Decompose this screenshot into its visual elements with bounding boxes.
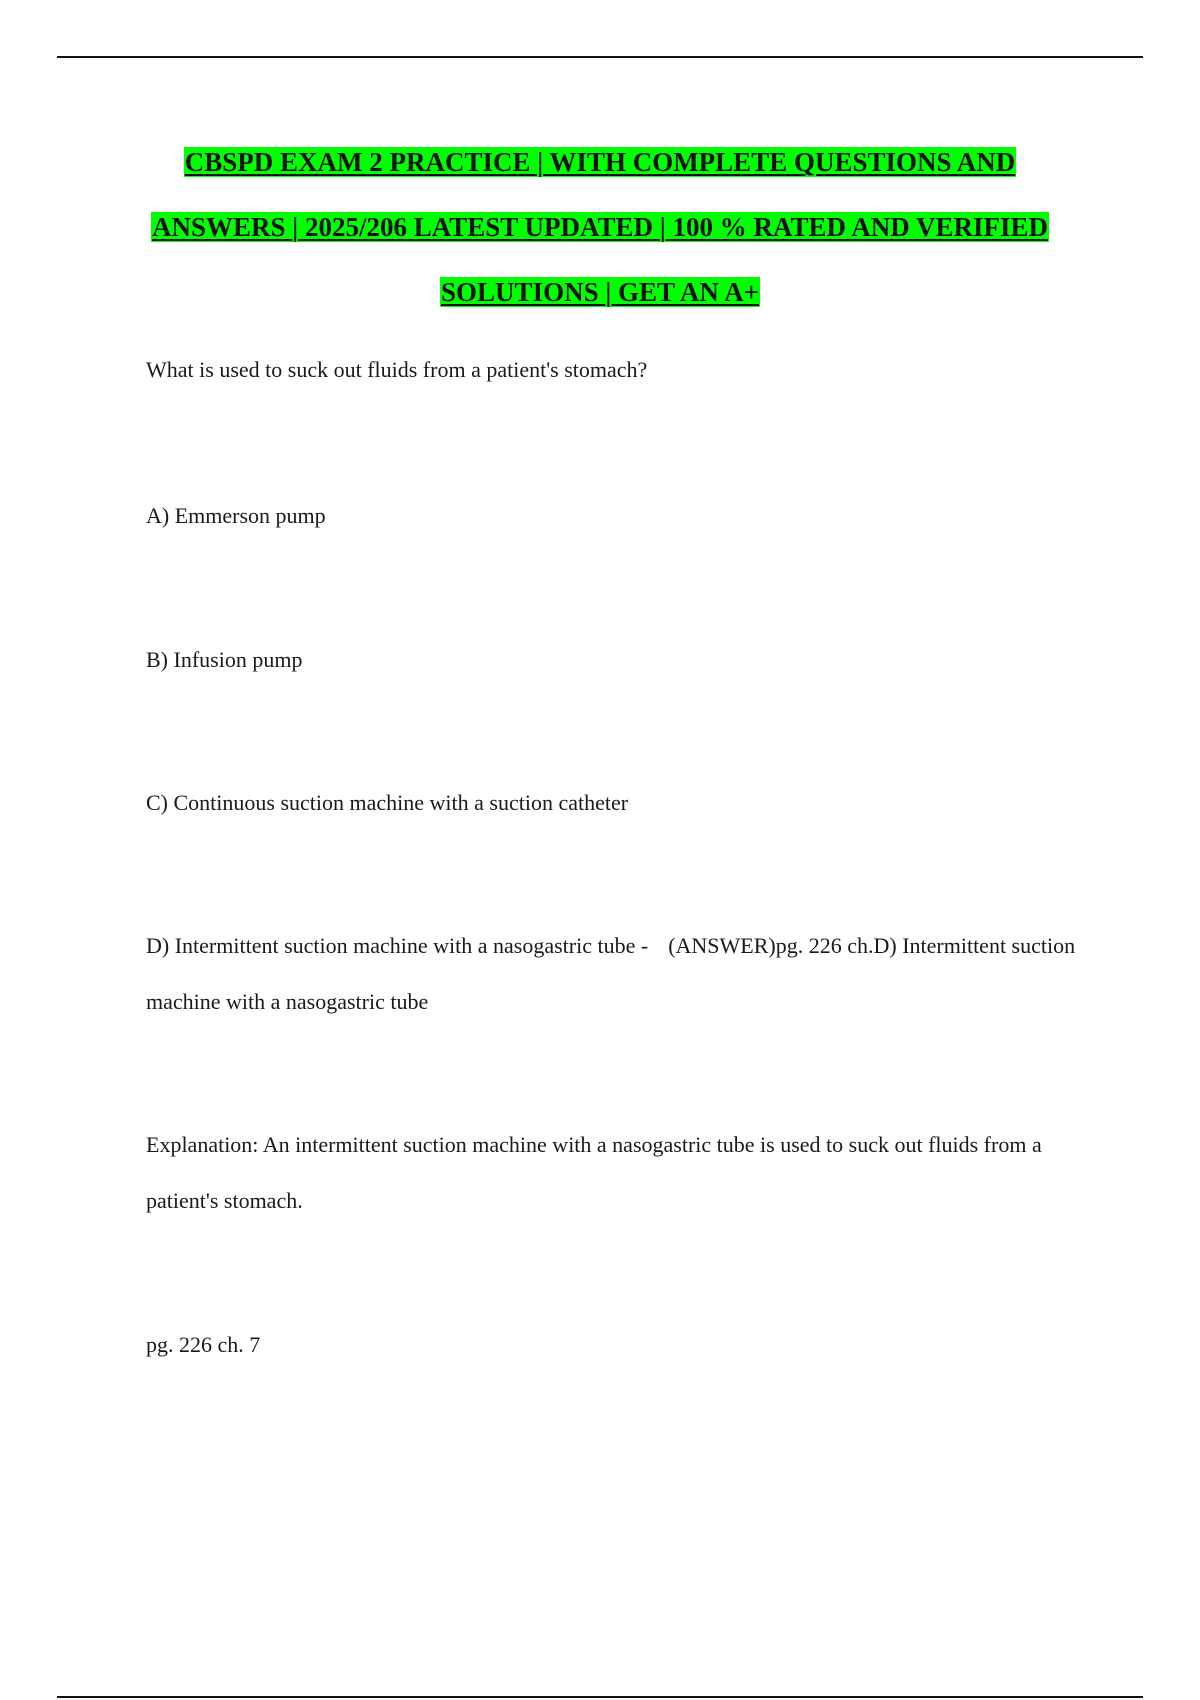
document-title-line-2 (0, 210, 1200, 244)
bottom-rule (57, 1696, 1143, 1698)
option-a: A) Emmerson pump (146, 503, 326, 528)
option-d-text: D) Intermittent suction machine with a nasogastric tube - (146, 933, 649, 958)
question-text: What is used to suck out fluids from a patient's stomach? (146, 357, 648, 382)
document-title-line-3 (0, 275, 1200, 309)
top-rule (57, 56, 1143, 58)
title-highlight-2: ANSWERS | 2025/206 LATEST UPDATED | 100 % RATED AND VERIFIED (151, 212, 1049, 242)
document-title-line-1 (0, 145, 1200, 179)
answer-text: (ANSWER)pg. 226 ch.D) Intermittent suction machine with a nasogastric tube (146, 933, 1076, 1014)
page-reference: pg. 226 ch. 7 (146, 1332, 261, 1357)
option-c: C) Continuous suction machine with a suction catheter (146, 790, 629, 815)
option-d (146, 918, 1096, 1030)
explanation-text: Explanation: An intermittent suction machine with a nasogastric tube is used to suck out fluids from a patient's stomach. (146, 1132, 1042, 1213)
option-b: B) Infusion pump (146, 647, 303, 672)
title-highlight-1: CBSPD EXAM 2 PRACTICE | WITH COMPLETE QUESTIONS AND (184, 147, 1016, 177)
title-highlight-3: SOLUTIONS | GET AN A+ (441, 277, 759, 307)
